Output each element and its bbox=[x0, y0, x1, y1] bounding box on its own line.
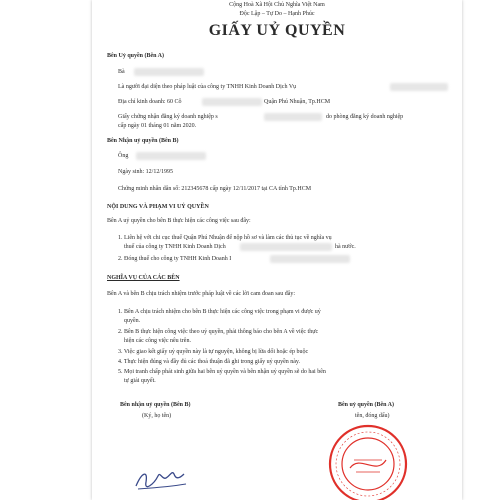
redacted-block bbox=[134, 68, 204, 76]
header-line-1: Cộng Hoà Xã Hội Chủ Nghĩa Việt Nam bbox=[229, 2, 325, 8]
party-a-address-prefix: Địa chỉ kinh doanh: 60 Cô bbox=[118, 99, 182, 105]
signature-b-scribble bbox=[132, 462, 192, 494]
header-line-2: Độc Lập – Tự Do – Hạnh Phúc bbox=[239, 11, 315, 17]
redacted-block bbox=[202, 98, 262, 106]
scope-item-1-line-2b: hà nước. bbox=[335, 244, 356, 250]
party-b-id: Chứng minh nhân dân số: 212345678 cấp ngày 12/11/2017 tại CA tỉnh Tp.HCM bbox=[118, 186, 312, 192]
scope-heading: NỘI DUNG VÀ PHẠM VI UỶ QUYỀN bbox=[107, 204, 209, 210]
signature-b-subtitle: (Ký, họ tên) bbox=[142, 413, 172, 419]
party-a-address-suffix: Quận Phú Nhuận, Tp.HCM bbox=[264, 99, 331, 105]
party-b-heading: Bên Nhận uỷ quyền (Bên B) bbox=[107, 138, 179, 144]
scope-item-1-line-1: 1. Liên hệ với chi cục thuế Quận Phú Nhuận để nộp hồ sơ và làm các thủ tục về nghĩa vụ bbox=[118, 235, 332, 241]
party-a-representative: Là người đại diện theo pháp luật của công ty TNHH Kinh Doanh Dịch Vụ bbox=[118, 84, 297, 90]
duty-item: hiện các công việc nêu trên. bbox=[124, 338, 191, 344]
duty-heading: NGHĨA VỤ CỦA CÁC BÊN bbox=[107, 275, 180, 281]
redacted-block bbox=[136, 152, 206, 160]
redacted-block bbox=[264, 113, 322, 121]
duty-intro: Bên A và bên B chịu trách nhiệm trước pháp luật về các lời cam đoan sau đây: bbox=[107, 291, 296, 297]
signature-a-subtitle: tên, đóng dấu) bbox=[355, 413, 390, 419]
duty-item: 3. Việc giao kết giấy uỷ quyền này là tự nguyện, không bị lừa dối hoặc ép buộc bbox=[118, 349, 309, 355]
redacted-block bbox=[240, 243, 332, 251]
party-a-license-line-1a: Giấy chứng nhận đăng ký doanh nghiệp s bbox=[118, 114, 218, 120]
document-title: GIẤY UỶ QUYỀN bbox=[208, 22, 346, 39]
duty-item: 5. Mọi tranh chấp phát sinh giữa hai bên uỷ quyền và bên nhận uỷ quyền sẽ do hai bên bbox=[118, 369, 326, 375]
company-stamp bbox=[320, 416, 420, 500]
signature-b-title: Bên nhận uỷ quyền (Bên B) bbox=[120, 402, 191, 408]
party-a-license-line-1b: do phòng đăng ký doanh nghiệp bbox=[326, 114, 404, 120]
duty-item: quyền. bbox=[124, 318, 141, 324]
party-a-name-prefix: Bà bbox=[118, 69, 125, 75]
scope-item-1-line-2a: thuế của công ty TNHH Kinh Doanh Dịch bbox=[124, 244, 226, 250]
redacted-block bbox=[270, 255, 350, 263]
party-b-dob: Ngày sinh: 12/12/1995 bbox=[118, 169, 173, 175]
signature-a-title: Bên uỷ quyền (Bên A) bbox=[338, 402, 395, 408]
scope-intro: Bên A uỷ quyền cho bên B thực hiện các công việc sau đây: bbox=[107, 218, 251, 224]
party-a-heading: Bên Uỷ quyền (Bên A) bbox=[107, 53, 165, 59]
duty-item: 2. Bên B thực hiện công việc theo uỷ quyền, phải thông báo cho bên A về việc thực bbox=[118, 329, 319, 335]
duty-item: 1. Bên A chịu trách nhiệm cho bên B thực hiện các công việc trong phạm vi được uỷ bbox=[118, 309, 321, 315]
party-a-license-line-2: cấp ngày 01 tháng 01 năm 2020. bbox=[118, 123, 197, 129]
duty-item: tự giải quyết. bbox=[124, 378, 156, 384]
party-b-name-prefix: Ông bbox=[118, 153, 129, 159]
duty-item: 4. Thực hiện đúng và đầy đủ các thoả thuận đã ghi trong giấy uỷ quyền này. bbox=[118, 359, 301, 365]
document-page bbox=[92, 0, 462, 500]
redacted-block bbox=[390, 83, 448, 91]
scope-item-2: 2. Đóng thuế cho công ty TNHH Kinh Doanh I bbox=[118, 256, 232, 262]
